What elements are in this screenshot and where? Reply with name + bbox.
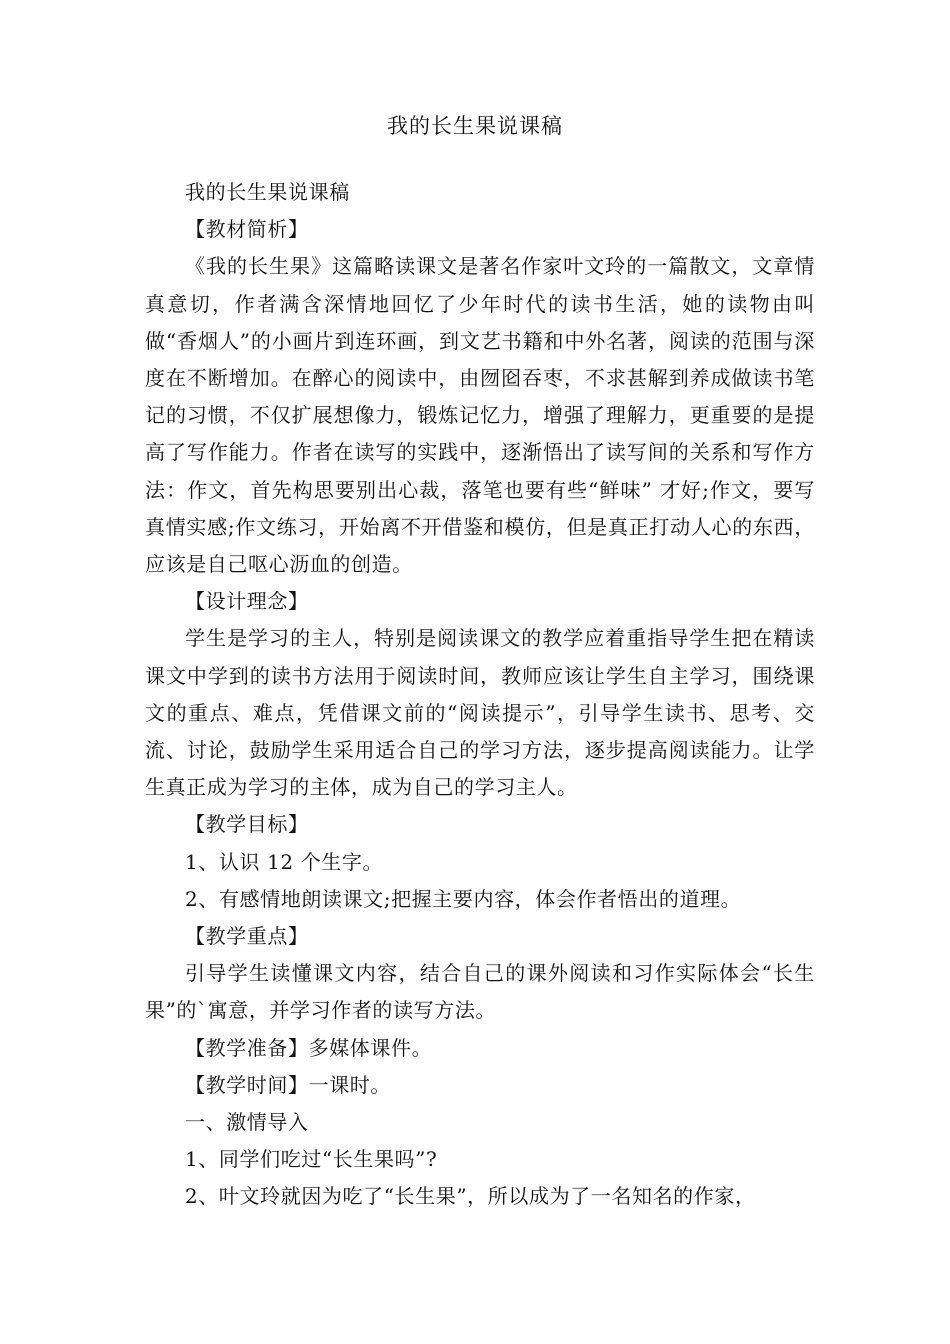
section-heading-intro: 一、激情导入 [185,1110,309,1135]
paragraph-subtitle: 我的长生果说课稿 [185,180,350,204]
paragraph-textbook-analysis: 《我的长生果》这篇略读课文是著名作家叶文玲的一篇散文，文章情真意切，作者满含深情地回忆了少年时代的读书生活，她的读物由叫做“香烟人”的小画片到连环画，到文艺书籍和中外名著，阅读的范围与深度在不断增加。在醉心的阅读中，由囫囵吞枣，不求甚解到养成做读书笔记的习惯，不仅扩展想像力，锻炼记忆力，增强了理解力，更重要的是提高了写作能力。作者在读写的实践中，逐渐悟出了读写间的关系和写作方法：作文，首先构思要别出心裁，落笔也要有些“鲜味” 才好;作文，要写真情实感;作文练习，开始离不开借鉴和模仿，但是真正打动人心的东西，应该是自己呕心沥血的创造。 [145,254,815,577]
line-teaching-time: 【教学时间】一课时。 [185,1072,391,1097]
heading-design-concept: 【设计理念】 [185,589,309,614]
document-body [145,174,815,1216]
line-teaching-preparation: 【教学准备】多媒体课件。 [185,1035,433,1060]
heading-teaching-goals: 【教学目标】 [185,812,309,837]
heading-textbook-analysis: 【教材简析】 [185,217,309,242]
list-item-goal-2: 2、有感情地朗读课文;把握主要内容，体会作者悟出的道理。 [185,886,742,911]
document-title: 我的长生果说课稿 [387,114,563,138]
heading-teaching-focus: 【教学重点】 [185,924,309,949]
list-item-intro-2: 2、叶文玲就因为吃了“长生果”，所以成为了一名知名的作家， [185,1184,756,1209]
paragraph-teaching-focus: 引导学生读懂课文内容，结合自己的课外阅读和习作实际体会“长生果”的`寓意，并学习作者的读写方法。 [145,961,815,1023]
list-item-goal-1: 1、认识 12 个生字。 [185,849,384,874]
paragraph-design-concept: 学生是学习的主人，特别是阅读课文的教学应着重指导学生把在精读课文中学到的读书方法用于阅读时间，教师应该让学生自主学习，围绕课文的重点、难点，凭借课文前的“阅读提示”，引导学生读书、思考、交流、讨论，鼓励学生采用适合自己的学习方法，逐步提高阅读能力。让学生真正成为学习的主体，成为自己的学习主人。 [145,626,815,800]
list-item-intro-1: 1、同学们吃过“长生果吗”? [185,1147,438,1172]
